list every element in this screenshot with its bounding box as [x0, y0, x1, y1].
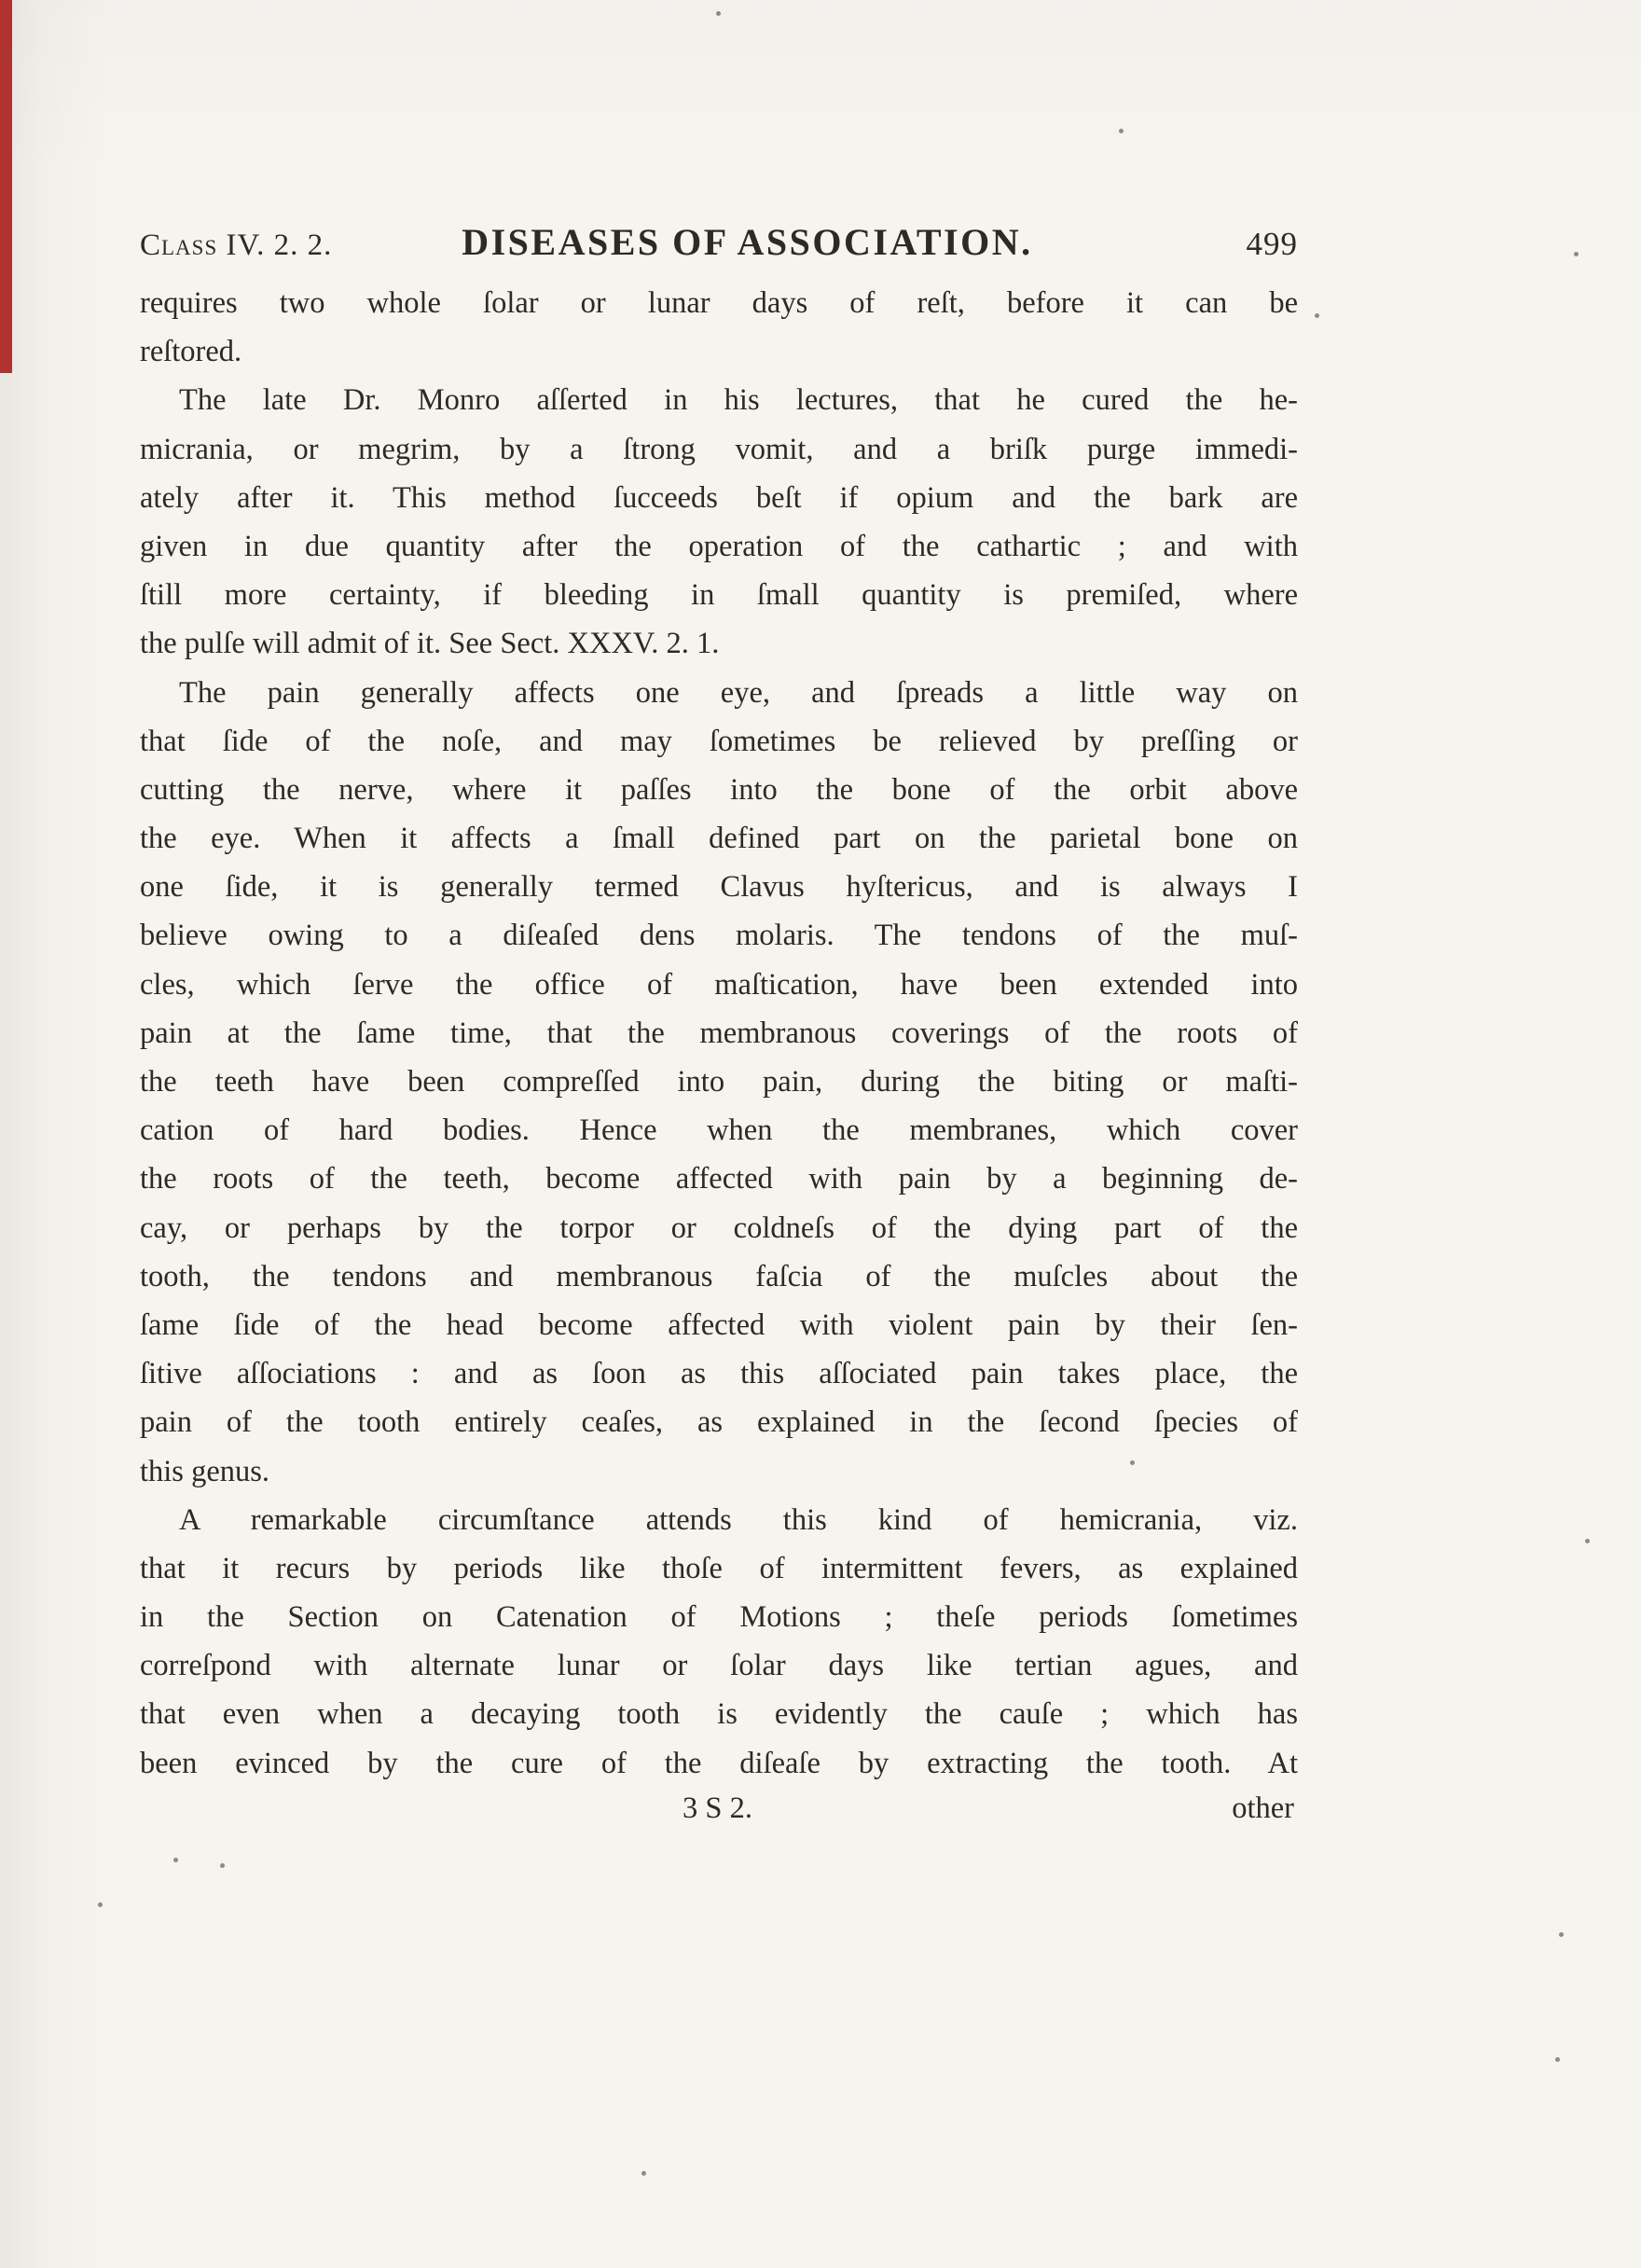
- text-line: been evinced by the cure of the diſeaſe by extracting the tooth. At: [140, 1746, 1298, 1780]
- text-line: the eye. When it affects a ſmall defined part on the parietal bone on: [140, 822, 1298, 856]
- page-footer: [140, 1791, 1298, 1842]
- scan-speck: [1574, 252, 1579, 256]
- text-line: in the Section on Catenation of Motions ; theſe periods ſometimes: [140, 1600, 1298, 1635]
- text-line: pain of the tooth entirely ceaſes, as explained in the ſecond ſpecies of: [140, 1405, 1298, 1440]
- class-section-label: Class IV. 2. 2.: [140, 228, 333, 262]
- scan-speck: [98, 1902, 103, 1907]
- text-line: this genus.: [140, 1454, 270, 1488]
- text-line: ſtill more certainty, if bleeding in ſmall quantity is premiſed, where: [140, 578, 1298, 613]
- text-line: cutting the nerve, where it paſſes into the bone of the orbit above: [140, 772, 1298, 807]
- running-head: [140, 220, 1298, 264]
- text-line: one ſide, it is generally termed Clavus hyſtericus, and is always I: [140, 870, 1298, 905]
- text-line: requires two whole ſolar or lunar days of reſt, before it can be: [140, 286, 1298, 320]
- scan-speck: [1555, 2057, 1560, 2062]
- book-spine-edge: [0, 0, 12, 373]
- text-line: that ſide of the noſe, and may ſometimes be relieved by preſſing or: [140, 724, 1298, 758]
- text-line: given in due quantity after the operation of the cathartic ; and with: [140, 529, 1298, 563]
- text-line: pain at the ſame time, that the membranous coverings of the roots of: [140, 1016, 1298, 1050]
- scan-speck: [1119, 129, 1124, 133]
- page-number: 499: [1246, 226, 1298, 262]
- scan-speck: [641, 2171, 646, 2176]
- text-line: A remarkable circumſtance attends this kind of hemicrania, viz.: [179, 1502, 1298, 1537]
- text-line: the roots of the teeth, become affected with pain by a beginning de-: [140, 1162, 1298, 1196]
- text-line: ately after it. This method ſucceeds beſt if opium and the bark are: [140, 480, 1298, 515]
- scan-speck: [1130, 1460, 1135, 1465]
- text-line: ſitive aſſociations : and as ſoon as this aſſociated pain takes place, the: [140, 1357, 1298, 1391]
- text-line: correſpond with alternate lunar or ſolar days like tertian agues, and: [140, 1649, 1298, 1683]
- text-line: reſtored.: [140, 335, 242, 369]
- text-line: ſame ſide of the head become affected with violent pain by their ſen-: [140, 1307, 1298, 1342]
- text-line: believe owing to a diſeaſed dens molaris. The tendons of the muſ-: [140, 919, 1298, 953]
- text-line: that even when a decaying tooth is evidently the cauſe ; which has: [140, 1697, 1298, 1732]
- text-line: micrania, or megrim, by a ſtrong vomit, and a briſk purge immedi-: [140, 432, 1298, 466]
- text-line: cles, which ſerve the office of maſtication, have been extended into: [140, 967, 1298, 1002]
- text-line: The late Dr. Monro aſſerted in his lectures, that he cured the he-: [179, 383, 1298, 418]
- scan-speck: [1315, 313, 1319, 318]
- catchword: other: [1232, 1791, 1294, 1825]
- text-line: tooth, the tendons and membranous faſcia of the muſcles about the: [140, 1259, 1298, 1293]
- scan-speck: [173, 1858, 178, 1862]
- text-line: the pulſe will admit of it. See Sect. XXXV. 2. 1.: [140, 627, 720, 661]
- scan-speck: [220, 1863, 225, 1868]
- scan-speck: [1559, 1932, 1564, 1937]
- scan-speck: [1585, 1539, 1590, 1543]
- text-line: the teeth have been compreſſed into pain, during the biting or maſti-: [140, 1065, 1298, 1099]
- page-title: DISEASES OF ASSOCIATION.: [462, 221, 1033, 263]
- body-text: [140, 279, 1298, 1788]
- signature-mark: 3 S 2.: [683, 1791, 752, 1825]
- text-line: cation of hard bodies. Hence when the membranes, which cover: [140, 1113, 1298, 1148]
- text-line: cay, or perhaps by the torpor or coldneſs of the dying part of the: [140, 1210, 1298, 1245]
- text-line: The pain generally affects one eye, and ſpreads a little way on: [179, 675, 1298, 710]
- scan-speck: [716, 11, 721, 16]
- page-content: [140, 220, 1298, 1842]
- text-line: that it recurs by periods like thoſe of intermittent fevers, as explained: [140, 1551, 1298, 1585]
